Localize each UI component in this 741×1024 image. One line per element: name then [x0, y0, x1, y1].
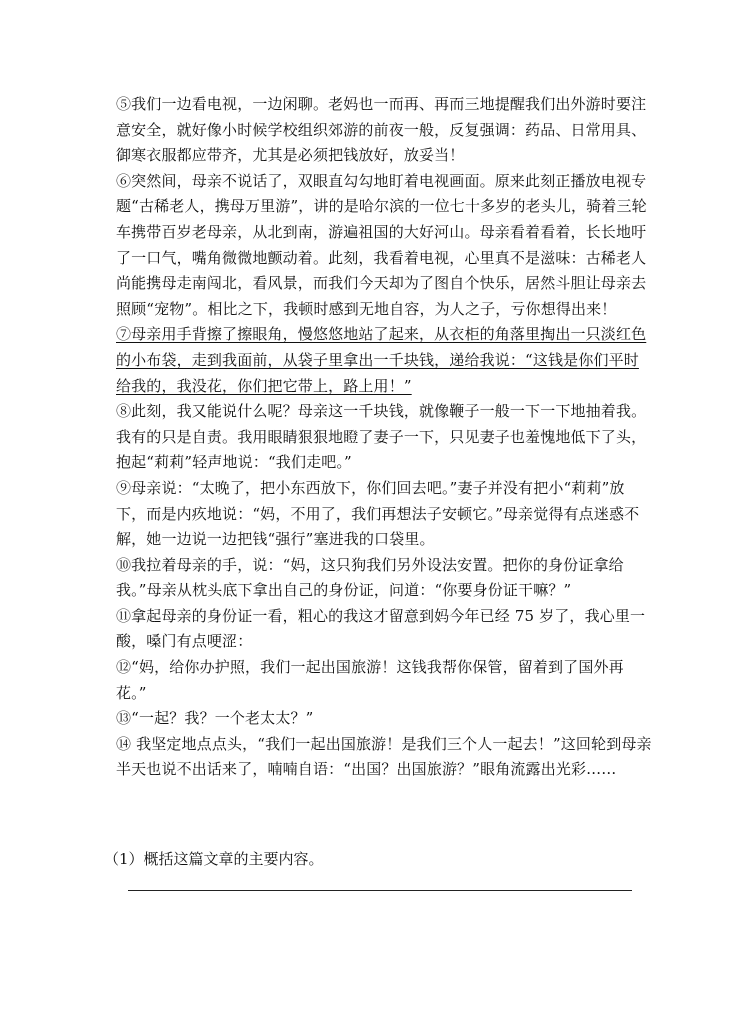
paragraph-9: ⑨母亲说：“太晚了，把小东西放下，你们回去吧。”妻子并没有把小“莉莉”放下，而是内疚地说：“妈，不用了，我们再想法子安顿它。”母亲觉得有点迷惑不解，她一边说一边把钱“强行”塞进我的口袋里。 — [116, 478, 640, 549]
question-1: （1）概括这篇文章的主要内容。 — [104, 850, 324, 868]
answer-line[interactable] — [128, 890, 632, 891]
paragraph-11: ⑪拿起母亲的身份证一看，粗心的我这才留意到妈今年已经 75 岁了，我心里一酸，嗓门有点哽涩： — [116, 606, 646, 651]
paragraph-7-underlined: ⑦母亲用手背擦了擦眼角，慢悠悠地站了起来，从衣柜的角落里掏出一只淡红色的小布袋，走到我面前，从袋子里拿出一千块钱，递给我说：“这钱是你们平时给我的，我没花，你们把它带上，路上用！” — [116, 325, 647, 395]
article-body — [116, 92, 652, 783]
paragraph-6: ⑥突然间，母亲不说话了，双眼直勾勾地盯着电视画面。原来此刻正播放电视专题“古稀老人，携母万里游”，讲的是哈尔滨的一位七十多岁的老头儿，骑着三轮车携带百岁老母亲，从北到南，游遍祖国的大好河山。母亲看着看着，长长地吁了一口气，嘴角微微地颤动着。此刻，我看着电视，心里真不是滋味：古稀老人尚能携母走南闯北，看风景，而我们今天却为了图自个快乐，居然斗胆让母亲去照顾“宠物”。相比之下，我顿时感到无地自容，为人之子，亏你想得出来！ — [116, 171, 647, 318]
paragraph-5: ⑤我们一边看电视，一边闲聊。老妈也一而再、再而三地提醒我们出外游时要注意安全，就好像小时候学校组织郊游的前夜一般，反复强调：药品、日常用具、御寒衣服都应带齐，尤其是必须把钱放好，放妥当！ — [116, 95, 647, 165]
paragraph-14: ⑭ 我坚定地点点头，“我们一起出国旅游！是我们三个人一起去！”这回轮到母亲半天也说不出话来了，喃喃自语：“出国？出国旅游？”眼角流露出光彩…… — [116, 734, 652, 779]
paragraph-10: ⑩我拉着母亲的手，说：“妈，这只狗我们另外设法安置。把你的身份证拿给我。”母亲从枕头底下拿出自己的身份证，问道：“你要身份证干嘛？” — [116, 555, 624, 600]
paragraph-8: ⑧此刻，我又能说什么呢？母亲这一千块钱，就像鞭子一般一下一下地抽着我。我有的只是自责。我用眼睛狠狠地瞪了妻子一下，只见妻子也羞愧地低下了头，抱起“莉莉”轻声地说：“我们走吧。” — [116, 402, 647, 472]
paragraph-12: ⑫“妈，给你办护照，我们一起出国旅游！这钱我帮你保管，留着到了国外再花。” — [116, 658, 624, 702]
paragraph-13: ⑬“一起？我？一个老太太？” — [116, 709, 314, 728]
